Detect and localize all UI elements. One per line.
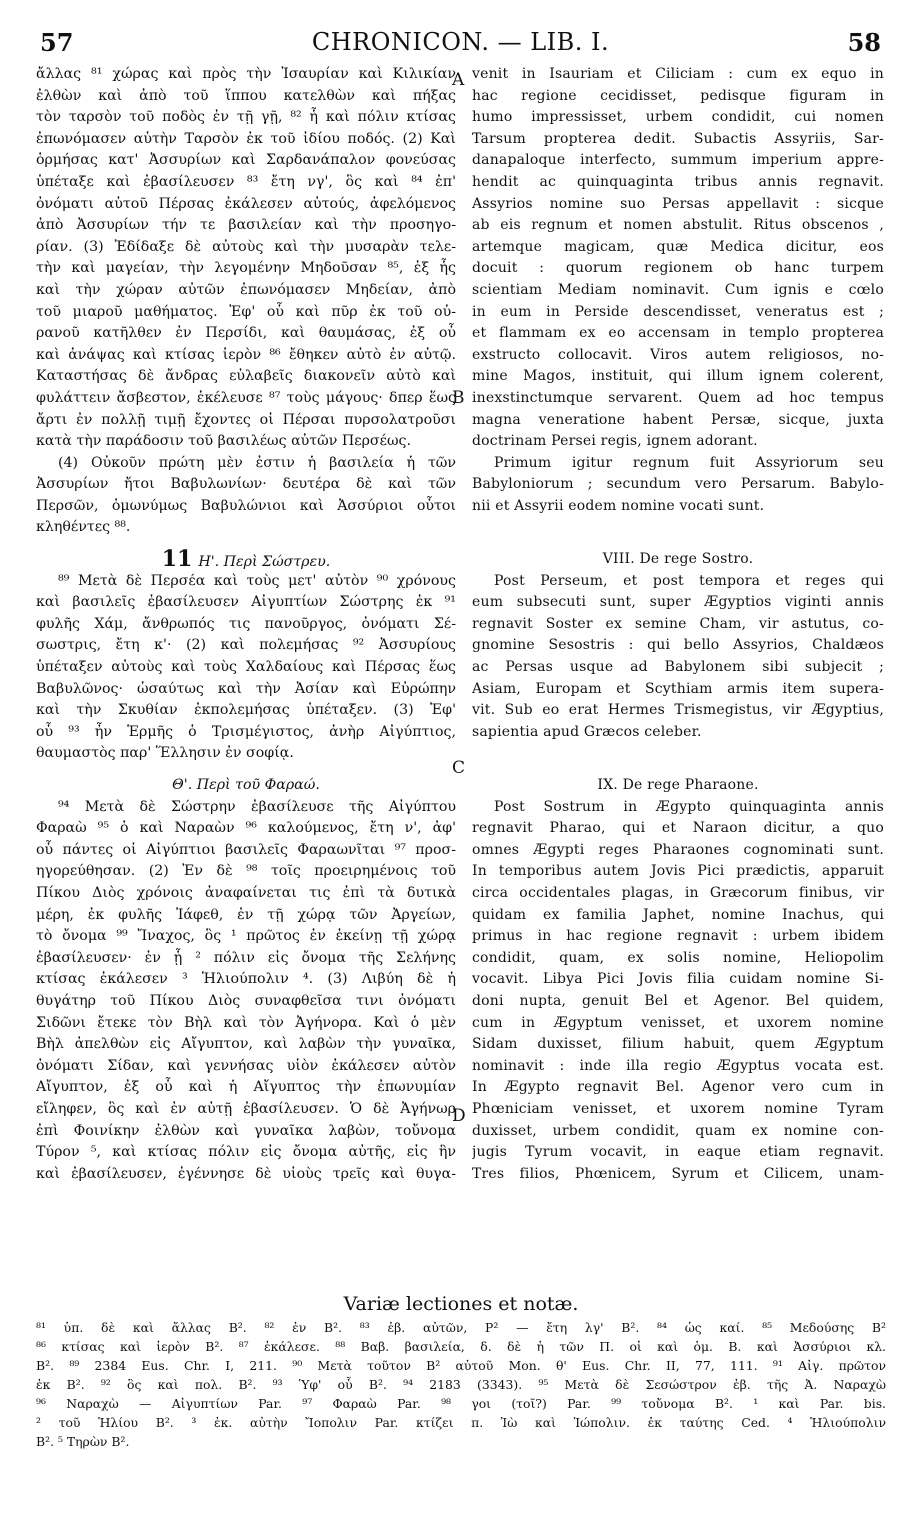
footnote-line: ⁸⁶ κτίσας καὶ ἱερὸν B². ⁸⁷ ἐκάλεσε. ⁸⁸ Βαβ. βασιλεία, δ. δὲ ἡ τῶν Π. οἱ καὶ ὁμ. Β. καὶ Ἀσσύριοι κλ. bbox=[36, 1339, 886, 1354]
greek-line: θαυμαστὸς παρ' Ἕλλησιν ἐν σοφίᾳ. bbox=[36, 745, 294, 762]
greek-line: φυλῆς Χάμ, ἄνθρωπός τις πανοῦργος, ὀνόματι Σέ- bbox=[36, 615, 456, 632]
greek-line: ὑπέταξεν αὐτοὺς καὶ τοὺς Χαλδαίους καὶ Πέρσας ἕως bbox=[36, 659, 456, 676]
latin-line: inexstinctumque servarent. Quem ad hoc tempus bbox=[472, 389, 884, 406]
latin-line: danapaloque interfecto, summum imperium appre- bbox=[472, 152, 884, 169]
latin-line: ab eis regnum et nomen abstulit. Ritus obscenos , bbox=[472, 217, 884, 234]
greek-line: Τύρον ⁵, καὶ κτίσας πόλιν εἰς ὄνομα αὐτῆς, εἰς ἣν bbox=[36, 1144, 456, 1161]
latin-line: scientiam Mediam nominavit. Cum ignis e cœlo bbox=[472, 281, 884, 298]
latin-line: Assyrios nomine suo Persas appellavit : sicque bbox=[472, 195, 884, 212]
latin-line: sapientia apud Græcos celeber. bbox=[472, 723, 702, 740]
latin-line: primus in hac regione regnavit : urbem ibidem bbox=[472, 928, 884, 945]
latin-line: Babyloniorum ; secundum vero Persarum. Babylo- bbox=[472, 476, 884, 493]
greek-paragraph bbox=[36, 571, 456, 765]
greek-line: Πίκου Διὸς χρόνοις ἀναφαίνεται τις ἐπὶ τὰ δυτικὰ bbox=[36, 884, 456, 901]
greek-line: καὶ τὴν χώραν αὐτῶν ἐπωνόμασεν Μηδείαν, ἀπὸ bbox=[36, 281, 456, 298]
latin-line: condidit, quam, ex solis nomine, Heliopolim bbox=[472, 949, 884, 966]
latin-line: quidam ex familia Japhet, nomine Inachus, qui bbox=[472, 906, 884, 923]
latin-paragraph bbox=[472, 571, 884, 744]
latin-line: In Ægypto regnavit Bel. Agenor vero cum in bbox=[472, 1079, 884, 1096]
greek-line: σωστρις, ἔτη κ'· (2) καὶ πολεμήσας ⁹² Ἀσσυρίους bbox=[36, 637, 456, 654]
greek-line: (4) Οὐκοῦν πρώτη μὲν ἐστιν ἡ βασιλεία ἡ τῶν bbox=[58, 454, 456, 471]
latin-line: ac Persas usque ad Babylonem sibi subjecit ; bbox=[472, 659, 884, 676]
latin-line: Tres filios, Phœnicem, Syrum et Cilicem, unam- bbox=[472, 1165, 884, 1182]
latin-column bbox=[472, 64, 884, 1185]
greek-line: Αἴγυπτον, ἐξ οὗ καὶ ἡ Αἴγυπτος τὴν ἐπωνυμίαν bbox=[36, 1079, 456, 1096]
latin-line: venit in Isauriam et Ciliciam : cum ex equo in bbox=[472, 66, 884, 82]
greek-line: οὗ πάντες οἱ Αἰγύπτιοι βασιλεῖς Φαραωνῖται ⁹⁷ προσ- bbox=[36, 841, 456, 858]
latin-line: gnomine Sesostris : qui bello Assyrios, Chaldæos bbox=[472, 637, 884, 654]
greek-section-heading-9: Θ'. Περὶ τοῦ Φαραώ. bbox=[172, 777, 320, 793]
greek-paragraph bbox=[36, 453, 456, 539]
greek-heading-text: Η'. Περὶ Σώστρευ. bbox=[198, 554, 331, 571]
greek-line: Καταστήσας δὲ ἄνδρας εὐλαβεῖς διακονεῖν αὐτὸ καὶ bbox=[36, 368, 456, 385]
latin-line: nominavit : inde illa regio Ægyptus vocata est. bbox=[472, 1057, 884, 1074]
greek-line: ὁρμήσας κατ' Ἀσσυρίων καὶ Σαρδανάπαλον φονεύσας bbox=[36, 152, 456, 169]
latin-line: duxisset, urbem condidit, quam ex nomine con- bbox=[472, 1122, 884, 1139]
greek-line: καὶ βασιλεῖς ἐβασίλευσεν Αἰγυπτίων Σώστρης ἐκ ⁹¹ bbox=[36, 594, 456, 611]
greek-line: κληθέντες ⁸⁸. bbox=[36, 519, 131, 536]
greek-line: Σιδῶνι ἔτεκε τὸν Βὴλ καὶ τὸν Ἀγήνορα. Καὶ ὁ μὲν bbox=[36, 1014, 456, 1031]
latin-line: Primum igitur regnum fuit Assyriorum seu bbox=[494, 454, 884, 471]
running-header bbox=[40, 28, 881, 58]
greek-line: ⁹⁴ Μετὰ δὲ Σώστρην ἐβασίλευσε τῆς Αἰγύπτου bbox=[58, 798, 456, 815]
greek-paragraph bbox=[36, 64, 456, 453]
footnote-line: ² τοῦ Ἡλίου B². ³ ἐκ. αὐτὴν Ἴοπολιν Par. κτίζει π. Ἰὼ καὶ Ἰώπολιν. ἐκ ταύτης Ced. ⁴ Ἡλιούπολιν bbox=[36, 1415, 886, 1430]
latin-line: Tarsum propterea dedit. Subactis Assyriis, Sar- bbox=[472, 130, 884, 147]
greek-line: ρανοῦ κατῆλθεν ἐν Περσίδι, καὶ θαυμάσας, ἐξ οὗ bbox=[36, 325, 456, 342]
greek-line: ρίαν. (3) Ἐδίδαξε δὲ αὐτοὺς καὶ τὴν μυσαρὰν τελε- bbox=[36, 238, 456, 255]
greek-column bbox=[36, 64, 456, 1185]
greek-line: ἀπὸ Ἀσσυρίων τήν τε βασιλείαν καὶ τὴν προσηγο- bbox=[36, 217, 456, 234]
greek-line: ἐβασίλευσεν· ἐν ᾗ ² πόλιν εἰς ὄνομα τῆς Σελήνης bbox=[36, 949, 456, 966]
latin-line: in eum in Perside descendisset, veneratus est ; bbox=[472, 303, 884, 320]
greek-line: Βαβυλῶνος· ὡσαύτως καὶ τὴν Ἀσίαν καὶ Εὐρώπην bbox=[36, 680, 456, 697]
running-title: CHRONICON. — LIB. I. bbox=[311, 28, 610, 56]
greek-line: ἄλλας ⁸¹ χώρας καὶ πρὸς τὴν Ἰσαυρίαν καὶ Κιλικίαν bbox=[36, 66, 456, 82]
greek-line: ὑπέταξε καὶ ἐβασίλευσεν ⁸³ ἔτη νγ', ὃς καὶ ⁸⁴ ἐπ' bbox=[36, 173, 456, 190]
footnote-line: ⁹⁶ Ναραχὼ — Αἰγυπτίων Par. ⁹⁷ Φαραὼ Par. ⁹⁸ γοι (τοῖ?) Par. ⁹⁹ τοὔνομα B². ¹ καὶ Par. bis. bbox=[36, 1396, 886, 1411]
greek-line: καὶ ἐβασίλευσεν, ἐγέννησε δὲ υἱοὺς τρεῖς καὶ θυγα- bbox=[36, 1165, 456, 1182]
footnote-line: ἐκ B². ⁹² ὃς καὶ πολ. B². ⁹³ Ὑφ' οὗ B². ⁹⁴ 2183 (3343). ⁹⁵ Μετὰ δὲ Σεσώστρον ἐβ. τῆς Ἀ. Ναραχὼ bbox=[36, 1377, 886, 1392]
greek-line: ηγορεύθησαν. (2) Ἐν δὲ ⁹⁸ τοῖς προειρημένοις τοῦ bbox=[36, 863, 456, 880]
latin-section-heading-8 bbox=[472, 549, 884, 571]
footnotes-heading: Variæ lectiones et notæ. bbox=[343, 1293, 579, 1315]
margin-letter-b: B bbox=[452, 388, 465, 408]
latin-line: humo impressisset, urbem condidit, cui nomen bbox=[472, 109, 884, 126]
latin-line: doctrinam Persei regis, ignem adorant. bbox=[472, 433, 758, 450]
latin-line: mine Magos, instituit, qui illum ignem colerent, bbox=[472, 368, 884, 385]
greek-line: ἐπωνόμασεν αὐτὴν Ταρσὸν ἐκ τοῦ ἰδίου ποδός. (2) Καὶ bbox=[36, 130, 456, 147]
footnotes bbox=[36, 1290, 886, 1451]
greek-line: Περσῶν, ὁμωνύμως Βαβυλώνιοι καὶ Ἀσσύριοι οὗτοι bbox=[36, 497, 456, 514]
greek-line: φυλάττειν ἄσβεστον, ἐκέλευσε ⁸⁷ τοὺς μάγους· δπερ ἕως bbox=[36, 389, 456, 406]
latin-paragraph bbox=[472, 64, 884, 453]
latin-line: regnavit Soster ex semine Cham, vir astutus, co- bbox=[472, 615, 884, 632]
latin-line: Post Perseum, et post tempora et reges qui bbox=[494, 572, 884, 589]
greek-line: τοῦ μιαροῦ μαθήματος. Ἐφ' οὗ καὶ πῦρ ἐκ τοῦ οὐ- bbox=[36, 303, 456, 320]
greek-line: ἐλθὼν καὶ ἀπὸ τοῦ ἵππου κατελθὼν καὶ πήξας bbox=[36, 87, 456, 104]
greek-line: οὗ ⁹³ ἦν Ἑρμῆς ὁ Τρισμέγιστος, ἀνὴρ Αἰγύπτιος, bbox=[36, 723, 456, 740]
latin-line: nii et Assyrii eodem nomine vocati sunt. bbox=[472, 497, 765, 514]
greek-line: τὴν καὶ μαγείαν, τὴν λεγομένην Μηδοῦσαν ⁸⁵, ἐξ ἧς bbox=[36, 260, 456, 277]
latin-section-heading-9 bbox=[472, 775, 884, 797]
latin-line: In temporibus autem Jovis Pici prædictis, apparuit bbox=[472, 863, 884, 880]
latin-heading-text: IX. De rege Pharaone. bbox=[597, 777, 759, 793]
latin-line: jugis Tyrum vocavit, in eaque etiam regnavit. bbox=[472, 1144, 884, 1161]
footnote-line: ⁸¹ ὑπ. δὲ καὶ ἄλλας B². ⁸² ἐν B². ⁸³ ἐβ. αὐτῶν, P² — ἔτη λγ' B². ⁸⁴ ὡς καί. ⁸⁵ Μεδούσης B² bbox=[36, 1320, 886, 1335]
greek-line: ὀνόματι Σίδαν, καὶ γεννήσας υἱὸν ἐκάλεσεν αὐτὸν bbox=[36, 1057, 456, 1074]
footnote-line: B². ⁸⁹ 2384 Eus. Chr. I, 211. ⁹⁰ Μετὰ τοῦτον B² αὐτοῦ Mon. θ' Eus. Chr. II, 77, 111. ⁹¹ Αἰγ. πρῶτον bbox=[36, 1358, 886, 1373]
latin-line: doni nupta, genuit Bel et Agenor. Bel quidem, bbox=[472, 992, 884, 1009]
greek-line: ἐπὶ Φοινίκην ἐλθὼν καὶ γυναῖκα λαβὼν, τοὔνομα bbox=[36, 1122, 456, 1139]
latin-line: cum in Ægyptum venisset, et uxorem nomine bbox=[472, 1014, 884, 1031]
greek-line: Φαραὼ ⁹⁵ ὁ καὶ Ναραὼν ⁹⁶ καλούμενος, ἔτη ν', ἀφ' bbox=[36, 820, 456, 837]
greek-line: Ἀσσυρίων ἤτοι Βαβυλωνίων· δευτέρα δὲ καὶ τῶν bbox=[36, 476, 456, 493]
latin-line: hendit ac quinquaginta tribus annis regnavit. bbox=[472, 173, 884, 190]
greek-line: ὀνόματι αὐτοῦ Πέρσας ἐκάλεσεν αὐτούς, ἀφελόμενος bbox=[36, 195, 456, 212]
greek-line: τὸ ὄνομα ⁹⁹ Ἴναχος, ὃς ¹ πρῶτος ἐν ἐκείνῃ τῇ χώρᾳ bbox=[36, 928, 456, 945]
latin-line: circa occidentales plagas, in Græcorum finibus, vir bbox=[472, 884, 884, 901]
latin-line: regnavit Pharao, qui et Naraon dicitur, a quo bbox=[472, 820, 884, 837]
greek-line: καὶ ἀνάψας καὶ κτίσας ἱερὸν ⁸⁶ ἔθηκεν αὐτὸ ἐν αὐτῷ. bbox=[36, 346, 456, 363]
latin-line: Sidam duxisset, filium habuit, quem Ægyptum bbox=[472, 1036, 884, 1053]
margin-letter-c: C bbox=[452, 758, 466, 778]
latin-line: artemque magicam, quæ Medica dicitur, eos bbox=[472, 238, 884, 255]
margin-letter-d: D bbox=[452, 1106, 466, 1126]
latin-line: vit. Sub eo erat Hermes Trismegistus, vir Ægyptius, bbox=[472, 702, 884, 719]
greek-section-heading-8 bbox=[36, 549, 456, 571]
latin-line: Asiam, Europam et Scythiam armis item supera- bbox=[472, 680, 884, 697]
latin-line: magna veneratione habent Persæ, sicque, juxta bbox=[472, 411, 884, 428]
latin-line: et flammam ex eo accensam in templo propterea bbox=[472, 325, 884, 342]
greek-line: ἄρτι ἐν πολλῇ τιμῇ ἔχοντες οἱ Πέρσαι πυρσολατροῦσι bbox=[36, 411, 456, 428]
greek-line: Βὴλ ἀπελθὼν εἰς Αἴγυπτον, καὶ λαβὼν τὴν γυναῖκα, bbox=[36, 1036, 456, 1053]
latin-line: hac regione cecidisset, pedisque figuram in bbox=[472, 87, 884, 104]
latin-paragraph bbox=[472, 453, 884, 518]
latin-line: vocavit. Libya Pici Jovis filia cuidam nomine Si- bbox=[472, 971, 884, 988]
greek-line: μέρη, ἐκ φυλῆς Ἰάφεθ, ἐν τῇ χώρᾳ τῶν Ἀργείων, bbox=[36, 906, 456, 923]
footnote-line: B². ⁵ Τηρὼν B². bbox=[36, 1434, 130, 1449]
latin-line: Phœniciam venisset, et uxorem nomine Tyram bbox=[472, 1100, 884, 1117]
greek-line: κατὰ τὴν παράδοσιν τοῦ βασιλέως αὐτῶν Περσέως. bbox=[36, 433, 411, 450]
latin-line: docuit : quorum regionem ob hanc turpem bbox=[472, 260, 884, 277]
greek-line: τὸν ταρσὸν τοῦ ποδὸς ἐν τῇ γῇ, ⁸² ἧ καὶ πόλιν κτίσας bbox=[36, 109, 456, 126]
section-marker: 11 bbox=[161, 549, 193, 571]
greek-line: καὶ τὴν Σκυθίαν ἐκπολεμήσας ὑπέταξεν. (3) Ἐφ' bbox=[36, 702, 456, 719]
latin-line: omnes Ægypti reges Pharaones cognominati sunt. bbox=[472, 841, 884, 858]
latin-line: eum subsecuti sunt, super Ægyptios viginti annis bbox=[472, 594, 884, 611]
greek-paragraph bbox=[36, 797, 456, 1186]
greek-line: θυγάτηρ τοῦ Πίκου Διὸς συναφθεῖσα τινι ὀνόματι bbox=[36, 992, 456, 1009]
greek-line: εἴληφεν, ὃς καὶ ἐν αὐτῇ ἐβασίλευσεν. Ὁ δὲ Ἀγήνωρ bbox=[36, 1100, 456, 1117]
latin-line: Post Sostrum in Ægypto quinquaginta annis bbox=[494, 798, 884, 815]
latin-paragraph bbox=[472, 797, 884, 1186]
page-number-left: 57 bbox=[40, 28, 74, 57]
latin-line: exstructo collocavit. Viros autem religiosos, no- bbox=[472, 346, 884, 363]
margin-letter-a: A bbox=[452, 70, 465, 90]
greek-line: κτίσας ἐκάλεσεν ³ Ἡλιούπολιν ⁴. (3) Λιβύη δὲ ἡ bbox=[36, 971, 456, 988]
greek-line: ⁸⁹ Μετὰ δὲ Περσέα καὶ τοὺς μετ' αὐτὸν ⁹⁰ χρόνους bbox=[58, 572, 456, 589]
latin-heading-text: VIII. De rege Sostro. bbox=[602, 551, 754, 568]
page-number-right: 58 bbox=[847, 28, 881, 57]
